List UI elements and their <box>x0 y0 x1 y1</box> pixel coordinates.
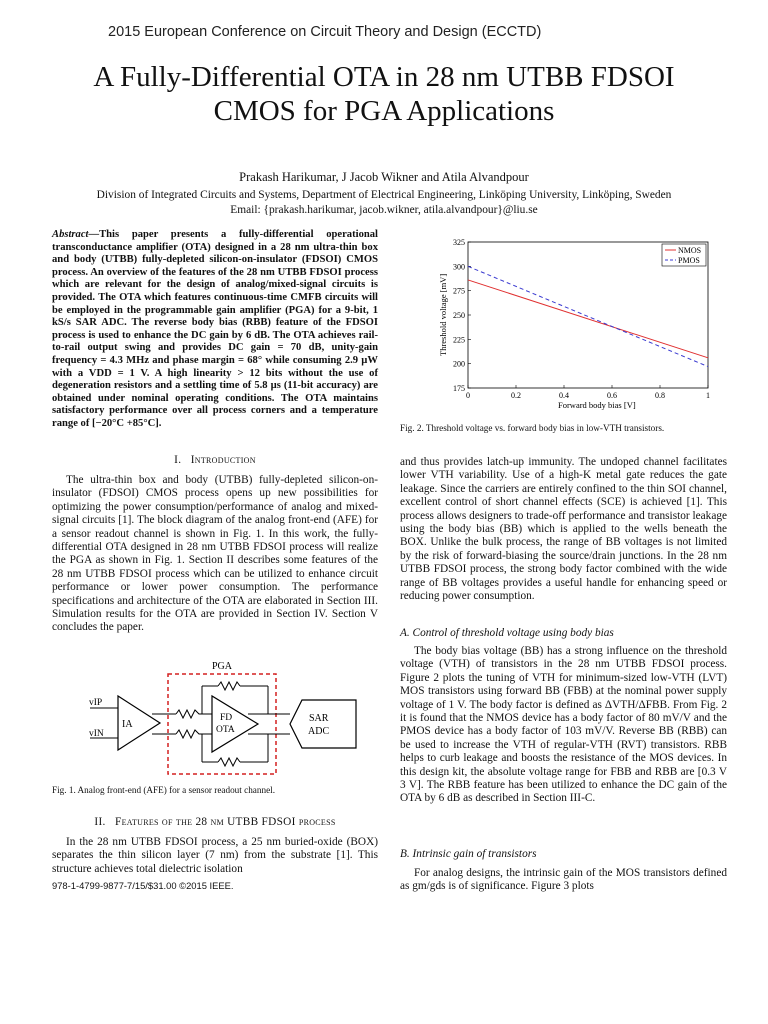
y-tick-label: 250 <box>453 311 465 320</box>
paragraph-latchup: and thus provides latch-up immunity. The undoped channel facilitates lower VTH variability. Use of a high-K metal gate reduces the gate leakage. Since the carriers are entirely confined to the thin SOI channel, excellent control of short channel effects (SCE) is achieved [1]. This process allows designers to trade-off performance and transistor leakage using the body bias (BB) which is applied to the wells beneath the BOX. Unlike the bulk process, the range of BB voltages is not limited by the risk of forward-biasing the source/drain junctions. In the 28 nm UTBB FDSOI process, the strong body factor combined with the wide range of BB voltages provides a useful handle for enhancing speed or reducing power consumption. <box>400 456 727 603</box>
figure-1-caption: Fig. 1. Analog front-end (AFE) for a sensor readout channel. <box>52 785 275 795</box>
y-tick-label: 175 <box>453 384 465 393</box>
y-tick-label: 300 <box>453 262 465 272</box>
subsection-b-heading: B. Intrinsic gain of transistors <box>400 848 537 860</box>
sar-adc-block <box>290 700 356 748</box>
section-1-title: Introduction <box>190 454 256 466</box>
conference-header: 2015 European Conference on Circuit Theory and Design (ECCTD) <box>108 24 542 40</box>
email: Email: {prakash.harikumar, jacob.wikner, atila.alvandpour}@liu.se <box>230 204 538 216</box>
paragraph-body-bias: The body bias voltage (BB) has a strong influence on the threshold voltage (VTH) of transistors in the 28 nm UTBB FDSOI process. Figure 2 plots the tuning of VTH for minimum-sized low-VTH (LVT) MOS transistors using forward BB (FBB) at the nominal power supply voltage of 1 V. The body factor is defined as ΔVTH/ΔFBB. From Fig. 2 it is found that the NMOS device has a body factor of 80 mV/V and the PMOS device has a body factor of 103 mV/V. Reverse BB (RBB) can be used to increase the VTH of regular-VTH (RVT) transistors. RBB helps to curb leakage and boosts the resistance of the MOS devices. In this design kit, the absolute voltage range for FBB and RBB are [0.3 V 3 V]. The RBB feature has been utilized to enhance the DC gain of the OTA by 6 dB as described in Section III-C. <box>400 645 727 805</box>
figure-1-block-diagram <box>80 656 380 776</box>
figure-2-chart <box>436 236 732 414</box>
sar-label: SAR <box>309 713 329 724</box>
y-tick-label: 225 <box>453 335 465 345</box>
affiliation-block <box>30 188 738 218</box>
y-axis-label: Threshold voltage [mV] <box>438 273 448 356</box>
section-2-body <box>52 836 378 876</box>
section-2-number: II. <box>94 816 106 828</box>
figure-2-caption: Fig. 2. Threshold voltage vs. forward body bias in low-VTH transistors. <box>400 423 665 433</box>
x-tick-label: 0.8 <box>655 391 665 400</box>
affiliation: Division of Integrated Circuits and Systems, Department of Electrical Engineering, Linköping University, Linköping, Sweden <box>96 189 672 201</box>
x-tick-label: 0.6 <box>607 391 617 400</box>
vip-label: vIP <box>89 698 103 708</box>
ia-label: IA <box>122 719 133 730</box>
title-line-1: A Fully-Differential OTA in 28 nm UTBB FDSOI <box>93 61 675 93</box>
adc-label: ADC <box>308 726 330 737</box>
section-1-body <box>52 474 378 635</box>
x-axis-label: Forward body bias [V] <box>558 400 636 410</box>
y-tick-label: 200 <box>453 359 465 369</box>
legend-nmos-label: NMOS <box>678 246 702 255</box>
input-resistor-bottom <box>176 730 212 738</box>
input-resistor-top <box>176 710 212 718</box>
authors: Prakash Harikumar, J Jacob Wikner and Atila Alvandpour <box>239 170 529 184</box>
copyright-footer: 978-1-4799-9877-7/15/$31.00 ©2015 IEEE. <box>52 880 234 891</box>
section-2-paragraph: In the 28 nm UTBB FDSOI process, a 25 nm buried-oxide (BOX) separates the thin silicon layer (7 nm) from the substrate [1]. This structure achieves total dielectric isolation <box>52 836 378 875</box>
feedback-resistor-bottom <box>218 758 240 766</box>
abstract <box>52 229 378 431</box>
y-tick-label: 275 <box>453 286 465 296</box>
title-line-2: CMOS for PGA Applications <box>213 95 555 127</box>
section-1-paragraph: The ultra-thin box and body (UTBB) fully-depleted silicon-on-insulator (FDSOI) CMOS process opens up new possibilities for optimizing the power consumption/performance of analog and mixed-signal circuits [1]. The block diagram of the analog front-end (AFE) for a sensor readout channel is shown in Fig. 1. In this work, the fully-differential OTA designed in 28 nm UTBB FDSOI process will realize the PGA as shown in Fig. 1. Section II describes some features of the 28 nm UTBB FDSOI process which can be utilized to enhance circuit performance or lower power consumption. The performance specifications and architecture of the OTA are elaborated in Section III. Simulation results for the OTA are provided in Section IV. Section V concludes the paper. <box>52 474 378 634</box>
x-tick-label: 1 <box>706 391 710 400</box>
y-tick-label: 325 <box>453 238 465 247</box>
x-tick-label: 0.2 <box>511 391 521 400</box>
fd-ota-amplifier <box>212 696 258 752</box>
pga-label: PGA <box>212 661 233 672</box>
paper-title <box>30 60 738 128</box>
section-1-heading <box>52 454 378 467</box>
vin-label: vIN <box>89 729 104 739</box>
x-tick-label: 0 <box>466 391 470 400</box>
fd-label: FD <box>220 713 233 723</box>
right-column-para-2 <box>400 645 727 806</box>
section-1-number: I. <box>174 454 182 466</box>
right-column-para-3 <box>400 867 727 894</box>
section-2-heading <box>52 816 378 829</box>
abstract-lead: Abstract <box>52 229 89 240</box>
x-tick-label: 0.4 <box>559 391 569 400</box>
legend <box>662 244 706 266</box>
legend-pmos-label: PMOS <box>678 256 700 265</box>
abstract-text: —This paper presents a fully-differential operational transconductance amplifier (OTA) designed in a 28 nm ultra-thin box and body (UTBB) fully-depleted silicon-on-insulator (FDSOI) CMOS process. An overview of the features of the 28 nm UTBB FDSOI process which are relevant for the design of analog/mixed-signal circuits is provided. The OTA which features continuous-time CMFB circuits will be employed in the programmable gain amplifier (PGA) for a 9-bit, 1 kS/s SAR ADC. The reverse body bias (RBB) feature of the FDSOI process is used to enhance the DC gain by 6 dB. The OTA achieves rail-to-rail output swing and provides DC gain = 70 dB, unity-gain frequency = 4.3 MHz and phase margin = 68° while consuming 2.9 µW with a VDD = 1 V. A high linearity > 12 bits without the use of degeneration resistors and a settling time of 5.8 µs (11-bit accuracy) are obtained under nominal operating conditions. The OTA maintains satisfactory performance over all process corners and a temperature range of [−20°C +85°C]. <box>52 229 378 429</box>
feedback-resistor-top <box>218 682 240 690</box>
ota-label: OTA <box>216 725 235 735</box>
right-column-para-1 <box>400 456 727 603</box>
subsection-a-heading: A. Control of threshold voltage using body bias <box>400 627 614 639</box>
section-2-title: Features of the 28 nm UTBB FDSOI process <box>115 816 336 828</box>
paragraph-intrinsic-gain: For analog designs, the intrinsic gain of the MOS transistors defined as gm/gds is of significance. Figure 3 plots <box>400 867 727 893</box>
